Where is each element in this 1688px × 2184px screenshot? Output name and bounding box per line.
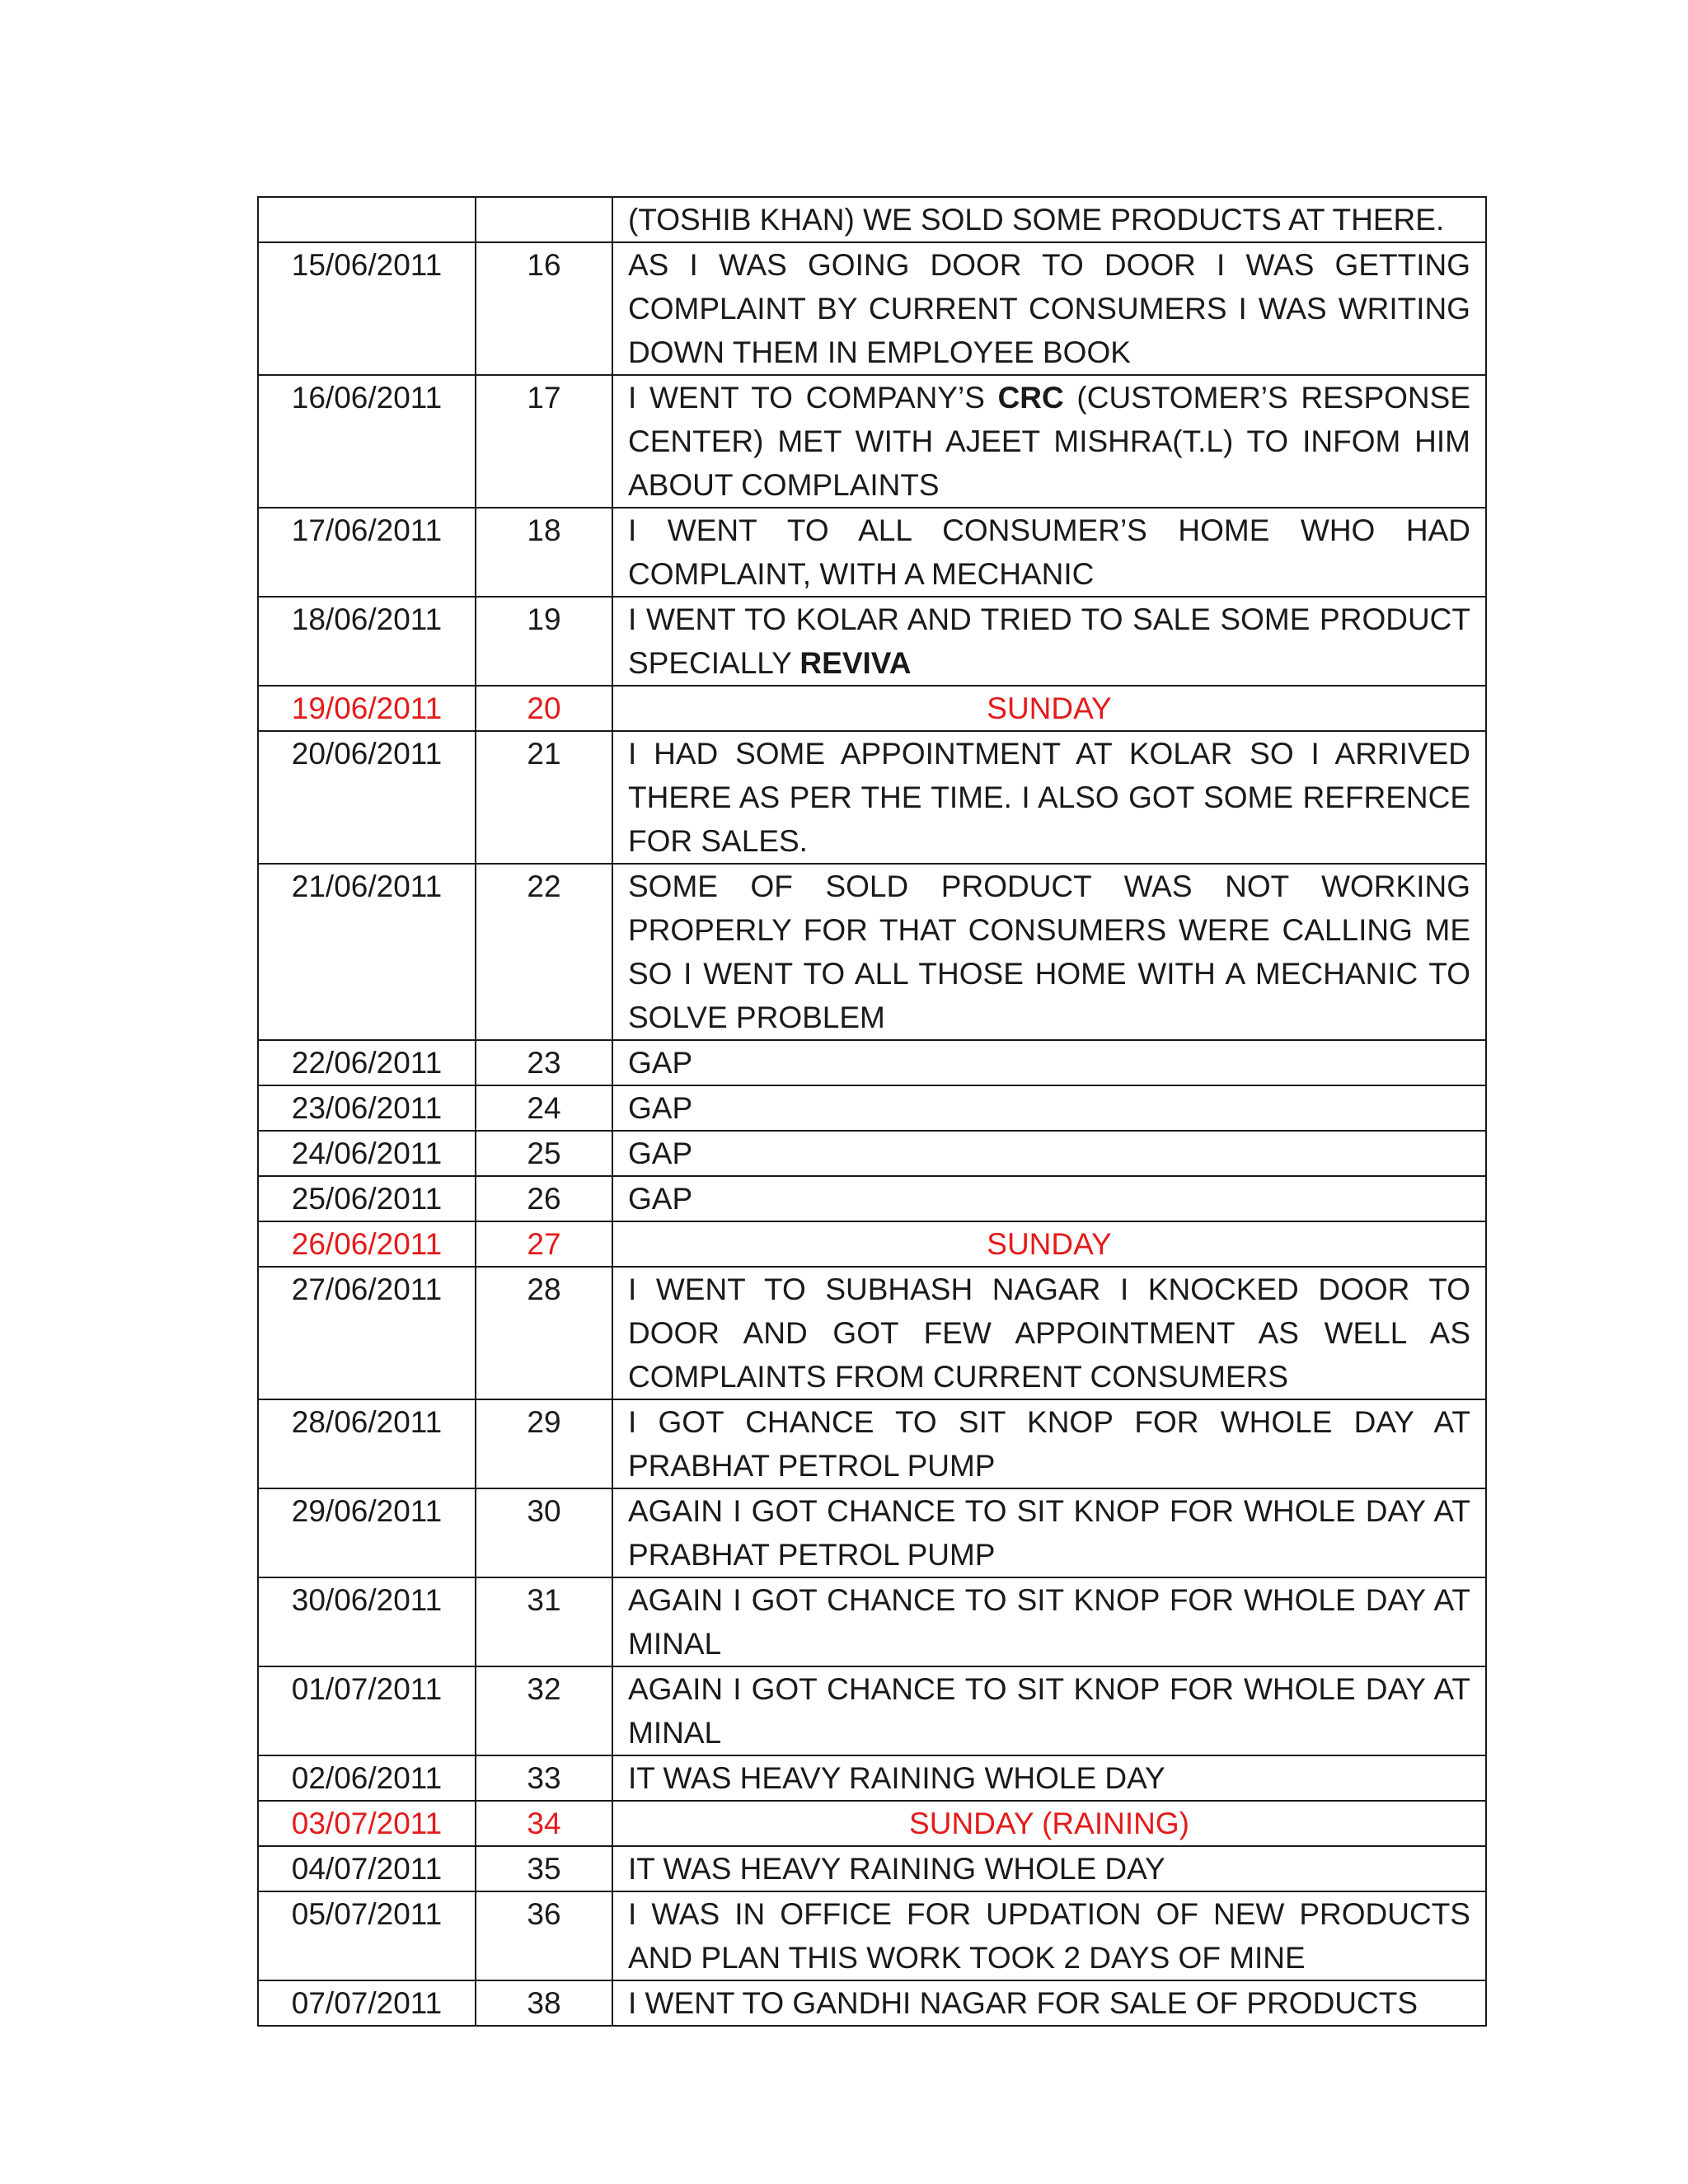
table-row: [258, 375, 1486, 508]
table-row: [258, 1980, 1486, 2026]
activity-description-cell: [612, 864, 1486, 1040]
day-number-cell: 38: [476, 1980, 612, 2026]
date-cell: 17/06/2011: [258, 508, 476, 597]
day-number-cell: 33: [476, 1755, 612, 1801]
table-row: [258, 197, 1486, 242]
activity-description-cell: [612, 1846, 1486, 1891]
date-cell: 19/06/2011: [258, 686, 476, 731]
activity-description-cell: [612, 242, 1486, 375]
table-row: [258, 597, 1486, 686]
keyword-text: CRC: [997, 381, 1064, 415]
table-row: [258, 1040, 1486, 1085]
day-number-cell: 25: [476, 1131, 612, 1176]
table-row: [258, 242, 1486, 375]
activity-description-cell: [612, 1666, 1486, 1755]
day-number-cell: 16: [476, 242, 612, 375]
description-text: GAP: [628, 1182, 693, 1216]
description-text: SUNDAY: [987, 691, 1112, 725]
day-number-cell: 29: [476, 1399, 612, 1488]
table-row: [258, 1755, 1486, 1801]
date-cell: 02/06/2011: [258, 1755, 476, 1801]
activity-description-cell: [612, 1085, 1486, 1131]
table-row: [258, 1131, 1486, 1176]
description-text: AS I WAS GOING DOOR TO DOOR I WAS GETTING COMPLAINT BY CURRENT CONSUMERS I WAS WRITING DOWN THEM IN EMPLOYEE BOOK: [628, 248, 1470, 369]
table-row: [258, 1666, 1486, 1755]
date-cell: 04/07/2011: [258, 1846, 476, 1891]
table-row: [258, 508, 1486, 597]
activity-description-cell: [612, 1399, 1486, 1488]
day-number-cell: [476, 197, 612, 242]
description-text: AGAIN I GOT CHANCE TO SIT KNOP FOR WHOLE DAY AT PRABHAT PETROL PUMP: [628, 1494, 1470, 1572]
description-text: I GOT CHANCE TO SIT KNOP FOR WHOLE DAY AT PRABHAT PETROL PUMP: [628, 1405, 1470, 1483]
description-text: I WENT TO GANDHI NAGAR FOR SALE OF PRODUCTS: [628, 1986, 1418, 2020]
activity-description-cell: [612, 375, 1486, 508]
activity-description-cell: [612, 1488, 1486, 1577]
description-text: AGAIN I GOT CHANCE TO SIT KNOP FOR WHOLE DAY AT MINAL: [628, 1672, 1470, 1750]
table-row: [258, 1399, 1486, 1488]
date-cell: 30/06/2011: [258, 1577, 476, 1666]
description-text: SOME OF SOLD PRODUCT WAS NOT WORKING PROPERLY FOR THAT CONSUMERS WERE CALLING ME SO I WENT TO ALL THOSE HOME WITH A MECHANIC TO SOLVE PROBLEM: [628, 869, 1470, 1034]
description-text: GAP: [628, 1046, 693, 1080]
description-text: I HAD SOME APPOINTMENT AT KOLAR SO I ARRIVED THERE AS PER THE TIME. I ALSO GOT SOME REFRENCE FOR SALES.: [628, 737, 1470, 858]
activity-description-cell: [612, 597, 1486, 686]
day-number-cell: 22: [476, 864, 612, 1040]
activity-description-cell: [612, 1577, 1486, 1666]
day-number-cell: 23: [476, 1040, 612, 1085]
description-text: I WAS IN OFFICE FOR UPDATION OF NEW PRODUCTS AND PLAN THIS WORK TOOK 2 DAYS OF MINE: [628, 1897, 1470, 1975]
description-text: I WENT TO COMPANY’S: [628, 381, 998, 415]
table-row-sunday: [258, 1801, 1486, 1846]
table-row: [258, 864, 1486, 1040]
description-text: I WENT TO ALL CONSUMER’S HOME WHO HAD COMPLAINT, WITH A MECHANIC: [628, 513, 1470, 591]
description-text: GAP: [628, 1137, 693, 1170]
day-number-cell: 32: [476, 1666, 612, 1755]
day-number-cell: 24: [476, 1085, 612, 1131]
keyword-text: REVIVA: [799, 646, 912, 680]
date-cell: 26/06/2011: [258, 1221, 476, 1267]
day-number-cell: 19: [476, 597, 612, 686]
day-number-cell: 26: [476, 1176, 612, 1221]
day-number-cell: 17: [476, 375, 612, 508]
table-row-sunday: [258, 1221, 1486, 1267]
date-cell: 18/06/2011: [258, 597, 476, 686]
day-number-cell: 18: [476, 508, 612, 597]
activity-description-cell: [612, 686, 1486, 731]
activity-description-cell: [612, 731, 1486, 864]
date-cell: 23/06/2011: [258, 1085, 476, 1131]
date-cell: 07/07/2011: [258, 1980, 476, 2026]
activity-description-cell: [612, 1801, 1486, 1846]
description-text: IT WAS HEAVY RAINING WHOLE DAY: [628, 1852, 1165, 1886]
table-row-sunday: [258, 686, 1486, 731]
table-row: [258, 1577, 1486, 1666]
date-cell: 21/06/2011: [258, 864, 476, 1040]
date-cell: [258, 197, 476, 242]
date-cell: 25/06/2011: [258, 1176, 476, 1221]
work-diary-body: [258, 197, 1486, 2026]
date-cell: 29/06/2011: [258, 1488, 476, 1577]
date-cell: 03/07/2011: [258, 1801, 476, 1846]
day-number-cell: 28: [476, 1267, 612, 1399]
activity-description-cell: [612, 1980, 1486, 2026]
day-number-cell: 30: [476, 1488, 612, 1577]
day-number-cell: 21: [476, 731, 612, 864]
date-cell: 05/07/2011: [258, 1891, 476, 1980]
description-text: GAP: [628, 1091, 693, 1125]
day-number-cell: 35: [476, 1846, 612, 1891]
table-row: [258, 1176, 1486, 1221]
activity-description-cell: [612, 1176, 1486, 1221]
description-text: (TOSHIB KHAN) WE SOLD SOME PRODUCTS AT THERE.: [628, 203, 1445, 237]
description-text: I WENT TO SUBHASH NAGAR I KNOCKED DOOR TO DOOR AND GOT FEW APPOINTMENT AS WELL AS COMPLAINTS FROM CURRENT CONSUMERS: [628, 1272, 1470, 1394]
date-cell: 20/06/2011: [258, 731, 476, 864]
date-cell: 24/06/2011: [258, 1131, 476, 1176]
description-text: SUNDAY (RAINING): [909, 1807, 1189, 1840]
date-cell: 16/06/2011: [258, 375, 476, 508]
day-number-cell: 36: [476, 1891, 612, 1980]
date-cell: 28/06/2011: [258, 1399, 476, 1488]
date-cell: 15/06/2011: [258, 242, 476, 375]
activity-description-cell: [612, 508, 1486, 597]
activity-description-cell: [612, 1131, 1486, 1176]
activity-description-cell: [612, 197, 1486, 242]
day-number-cell: 31: [476, 1577, 612, 1666]
date-cell: 22/06/2011: [258, 1040, 476, 1085]
day-number-cell: 34: [476, 1801, 612, 1846]
table-row: [258, 1488, 1486, 1577]
table-row: [258, 1846, 1486, 1891]
table-row: [258, 1085, 1486, 1131]
activity-description-cell: [612, 1221, 1486, 1267]
description-text: I WENT TO KOLAR AND TRIED TO SALE SOME PRODUCT SPECIALLY: [628, 602, 1470, 680]
day-number-cell: 27: [476, 1221, 612, 1267]
date-cell: 01/07/2011: [258, 1666, 476, 1755]
table-row: [258, 1891, 1486, 1980]
table-row: [258, 1267, 1486, 1399]
work-diary-table: [257, 196, 1487, 2027]
description-text: (CUSTOMER’S RESPONSE CENTER) MET WITH AJEET MISHRA(T.L) TO INFOM HIM ABOUT COMPLAINTS: [628, 381, 1470, 502]
description-text: AGAIN I GOT CHANCE TO SIT KNOP FOR WHOLE DAY AT MINAL: [628, 1583, 1470, 1661]
day-number-cell: 20: [476, 686, 612, 731]
description-text: IT WAS HEAVY RAINING WHOLE DAY: [628, 1761, 1165, 1795]
activity-description-cell: [612, 1755, 1486, 1801]
activity-description-cell: [612, 1267, 1486, 1399]
activity-description-cell: [612, 1040, 1486, 1085]
description-text: SUNDAY: [987, 1227, 1112, 1261]
date-cell: 27/06/2011: [258, 1267, 476, 1399]
activity-description-cell: [612, 1891, 1486, 1980]
table-row: [258, 731, 1486, 864]
